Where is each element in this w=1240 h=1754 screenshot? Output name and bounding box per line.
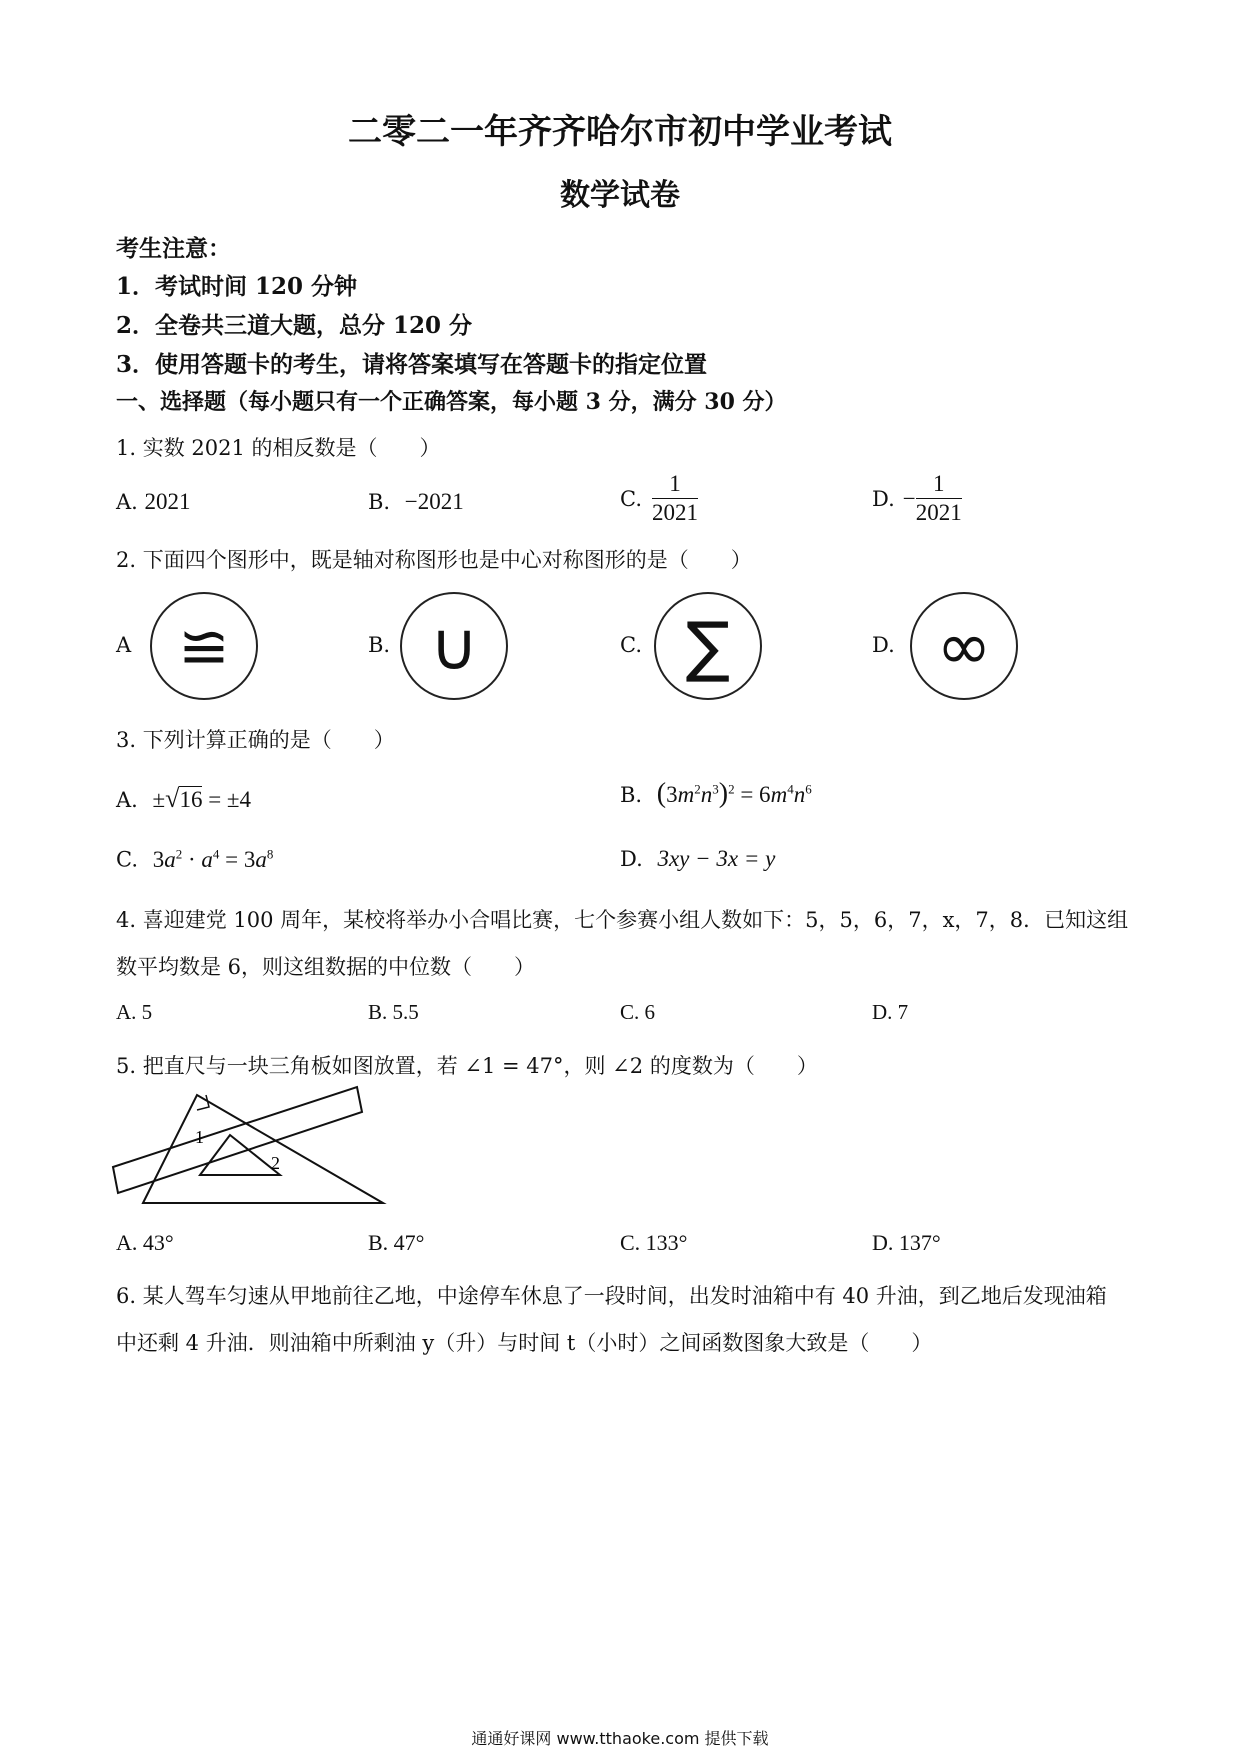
q1-option-a xyxy=(116,489,191,515)
footer-source: 通通好课网 www.tthaoke.com 提供下载 xyxy=(471,1729,769,1748)
option-b-expression: $(3m^2n^3)^2 = 6m^4n^6$ xyxy=(656,778,812,809)
numerator: 1 xyxy=(916,470,962,499)
question-2-stem: 2. 下面四个图形中，既是轴对称图形也是中心对称图形的是（ ） xyxy=(116,548,752,572)
angle-2-label: 2 xyxy=(271,1153,280,1173)
ruler-triangle-figure xyxy=(105,1085,395,1215)
union-symbol-icon xyxy=(400,592,508,700)
section-heading: 一、选择题（每小题只有一个正确答案，每小题 3 分，满分 30 分） xyxy=(116,389,787,415)
notice-heading: 考生注意： xyxy=(116,235,231,262)
q3-option-b xyxy=(620,778,812,810)
q5-option-b: B. 47° xyxy=(368,1230,425,1255)
notice-item-3: 3．使用答题卡的考生，请将答案填写在答题卡的指定位置 xyxy=(116,351,708,378)
option-label: C. xyxy=(620,486,642,511)
right-angle-mark xyxy=(197,1095,209,1110)
q3-option-c xyxy=(116,846,273,873)
question-6-line-1: 6. 某人驾车匀速从甲地前往乙地，中途停车休息了一段时间，出发时油箱中有 40 升油，到乙地后发现油箱 xyxy=(116,1284,1107,1308)
question-4-line-2: 数平均数是 6，则这组数据的中位数（ ） xyxy=(116,955,536,979)
q5-option-d: D. 137° xyxy=(872,1230,941,1255)
denominator: 2021 xyxy=(652,500,698,525)
notice-item-1: 1．考试时间 120 分钟 xyxy=(116,273,358,300)
fraction xyxy=(652,470,698,527)
fraction xyxy=(916,470,962,527)
q4-option-d: D. 7 xyxy=(872,1000,909,1024)
notice-item-2: 2．全卷共三道大题，总分 120 分 xyxy=(116,312,473,339)
option-d-expression: 3xy − 3x = y xyxy=(657,846,776,871)
option-label: B. xyxy=(620,783,643,807)
q1-option-d xyxy=(872,470,962,527)
option-c-expression: $3a^2 \cdot a^4 = 3a^8$ xyxy=(152,846,274,872)
q5-option-a: A. 43° xyxy=(116,1230,174,1255)
option-value: −2021 xyxy=(404,489,464,514)
exam-subtitle: 数学试卷 xyxy=(560,178,680,213)
symbol-glyph: ∞ xyxy=(936,607,992,685)
symbol-glyph: ∪ xyxy=(429,607,479,685)
question-4-line-1: 4. 喜迎建党 100 周年，某校将举办小合唱比赛，七个参赛小组人数如下：5，5，6，7，x，7，8．已知这组 xyxy=(116,908,1129,932)
sigma-symbol-icon xyxy=(654,592,762,700)
option-label: B. xyxy=(368,490,391,514)
option-label: A. xyxy=(116,788,138,812)
symbol-glyph: ≌ xyxy=(178,609,230,683)
option-label: A. xyxy=(116,490,138,514)
option-value: 2021 xyxy=(144,489,191,514)
question-5-stem: 5. 把直尺与一块三角板如图放置，若 ∠1 = 47°，则 ∠2 的度数为（ ） xyxy=(116,1054,818,1078)
q5-option-c: C. 133° xyxy=(620,1230,688,1255)
numerator: 1 xyxy=(652,470,698,499)
q4-option-c: C. 6 xyxy=(620,1000,656,1024)
symbol-glyph: ∑ xyxy=(685,607,731,685)
triangle-inner xyxy=(200,1135,280,1175)
exam-title: 二零二一年齐齐哈尔市初中学业考试 xyxy=(348,112,892,152)
q4-option-b: B. 5.5 xyxy=(368,1000,419,1024)
question-6-line-2: 中还剩 4 升油．则油箱中所剩油 y（升）与时间 t（小时）之间函数图象大致是（ ） xyxy=(116,1331,933,1355)
q2-label-c: C. xyxy=(620,633,642,657)
option-label: D. xyxy=(872,486,895,511)
denominator: 2021 xyxy=(915,500,962,525)
question-1-stem: 1. 实数 2021 的相反数是（ ） xyxy=(116,436,441,460)
approx-equal-symbol-icon xyxy=(150,592,258,700)
infinity-symbol-icon xyxy=(910,592,1018,700)
minus-sign: − xyxy=(902,485,916,511)
triangle-outer xyxy=(143,1095,383,1203)
q2-label-d: D. xyxy=(872,633,895,657)
option-a-expression: ±√16 = ±4 xyxy=(152,784,252,813)
question-3-stem: 3. 下列计算正确的是（ ） xyxy=(116,728,395,752)
q3-option-a xyxy=(116,784,251,814)
angle-1-label: 1 xyxy=(195,1127,204,1147)
q4-option-a: A. 5 xyxy=(116,1000,153,1024)
q1-option-c xyxy=(620,470,698,527)
option-label: D. xyxy=(620,847,643,871)
q2-label-a: A xyxy=(116,633,132,657)
q2-label-b: B. xyxy=(368,633,391,657)
option-label: C. xyxy=(116,847,138,872)
q1-option-b xyxy=(368,489,464,515)
q3-option-d xyxy=(620,846,775,872)
